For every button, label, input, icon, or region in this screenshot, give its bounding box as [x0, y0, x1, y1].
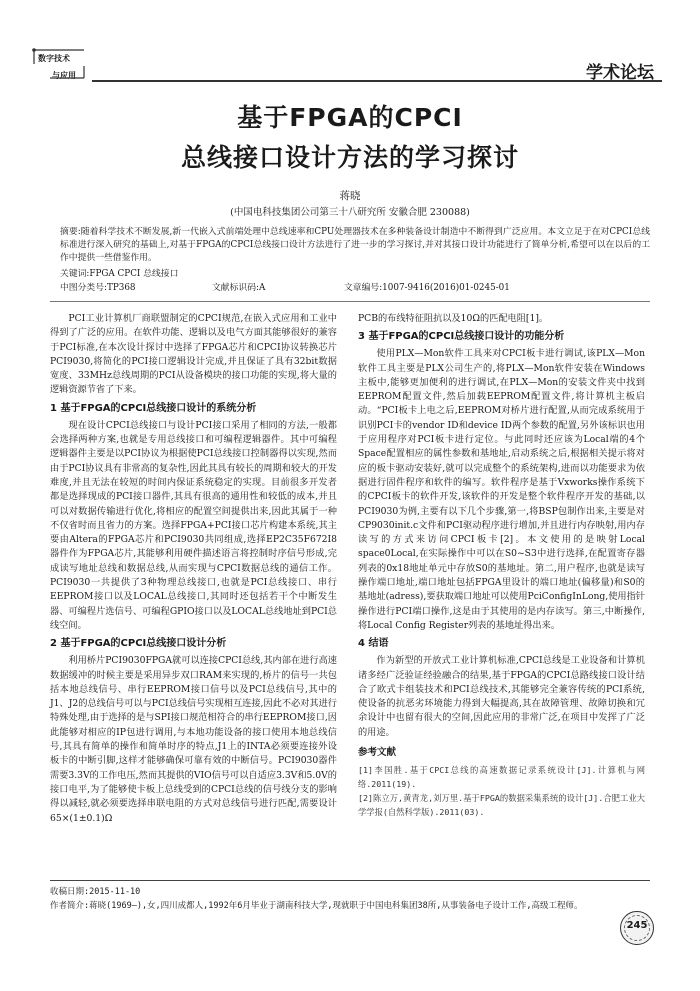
- class-number: 中图分类号:TP368: [60, 283, 136, 293]
- section-label: 学术论坛: [586, 63, 654, 83]
- section-heading-3: 3 基于FPGA的CPCI总线接口设计的功能分析: [358, 331, 565, 343]
- separator-rule: [50, 301, 650, 302]
- left-column: [50, 312, 337, 826]
- journal-name-line1: 数字技术: [38, 53, 70, 63]
- reference-item: [2]陈立万,黄青龙,刘万里.基于FPGA的数据采集系统的设计[J].合肥工业大学学报(自然科学版).2011(03).: [358, 793, 645, 818]
- logo-frame-icon: [30, 46, 88, 82]
- section-3-paragraph: 使用PLX—Mon软件工具来对CPCI板卡进行调试,该PLX—Mon软件工具主要是PLX公司生产的,将PLX—Mon软件安装在Windows主板中,能够更加便利的进行调试,在PLX—Mon的安装文件夹中找到EEPROM配置文件,然后加载EEPROM配置文件,将计算机主板启动。“PCI板卡上电之后,EEPROM对桥片进行配置,从而完成系统用于识别PCI卡的vendor ID和device ID两个参数的配置,另外该标识也用于应用程序对PCI板卡进行定位。与此同时还应该为Local端的4个Space配置相应的属性参数和基地址,启动系统之后,根据相关提示将对应的板卡驱动安装好,就可以完成整个的系统架构,进而以功能要求为依据进行固件程序和软件的编写。软件程序是基于Vxworks操作系统下的CPCI板卡的软件开发,该软件的开发是整个软件程序开发的基础,以PCI9030为例,主要有以下几个步骤,第一,将BSP包制作出来,主要是对CP9030init.c文件和PCI驱动程序进行增加,并且进行内存映射,用内存读写的方式来访问CPCI板卡[2]。本文使用的是映射Local space0Local,在实际操作中可以在S0~S3中进行选择,在配置寄存器列表的0x18地址单元中存放S0的基地址。第二,用户程序,也就是读写操作端口地址,端口地址包括FPGA里设计的端口地址(偏移量)和S0的基地址(adress),要获取端口地址可以使用PciConfigInLong,使用指针操作进行PCI端口操作,这是由于其使用的是内存读写。第三,中断操作,将Local Config Register列表的基地址得出来。: [358, 348, 645, 631]
- section-heading-4: 4 结语: [358, 638, 389, 650]
- page-number: 245: [626, 920, 648, 931]
- footer-rule: [50, 880, 650, 881]
- intro-paragraph: PCI工业计算机厂商联盟制定的CPCI规范,在嵌入式应用和工业中得到了广泛的应用。在软件功能、逻辑以及电气方面其能够很好的兼容于PCI标准,在本次设计探讨中选择了FPGA芯片和CPCI协议转换芯片PCI9030,将简化的PCI接口逻辑设计完成,并且保证了具有32bit数据宽度、33MHz总线周期的PCI从设备模块的接口功能的实现,将大量的逻辑资源节省了下来。: [50, 313, 337, 396]
- paper-title-line2: 总线接口设计方法的学习探讨: [180, 143, 519, 172]
- section-heading-1: 1 基于FPGA的CPCI总线接口设计的系统分析: [50, 402, 257, 414]
- author-bio: 作者简介:蒋晓(1969—),女,四川成都人,1992年6月毕业于湖南科技大学,现就职于中国电科集团38所,从事装备电子设计工作,高级工程师。: [50, 901, 583, 911]
- journal-logo: [30, 46, 88, 82]
- journal-name-line2: 与应用: [52, 70, 76, 80]
- right-column: [358, 312, 645, 819]
- section-1-paragraph: 现在设计CPCI总线接口与设计PCI接口采用了相同的方法,一般都会选择两种方案,也就是专用总线接口和可编程逻辑器件。其中可编程逻辑器件主要是以PCI协议为根据使PCI总线接口控制器得以实现,然而由于PCI协议具有非常高的复杂性,因此其具有较长的周期和较大的开发难度,并且无法在较短的时间内保证系统稳定的实现。目前很多开发者都是选择现成的PCI接口器件,其具有很高的通用性和较低的成本,并且可以对数据传输进行优化,将相应的配置空间提供出来,因此其属于一种不仅省时而且省力的方案。选择FPGA+PCI接口芯片构建本系统,其主要由Altera的FPGA芯片和PCI9030共同组成,选择EP2C35F672I8器件作为FPGA芯片,其能够利用硬件描述语言将控制时序信号形成,完成读写地址总线和数据总线,从而实现与CPCI数据总线的通信工作。PCI9030一共提供了3种物理总线接口,也就是PCI总线接口、串行EEPROM接口以及LOCAL总线接口,其同时还包括若干个中断发生器、可编程片选信号、可编程GPIO接口以及LOCAL总线地址到PCI总线空间。: [50, 419, 337, 631]
- author-name: 蒋晓: [339, 190, 361, 202]
- document-code: 文献标识码:A: [212, 283, 266, 293]
- paper-title-line1: 基于FPGA的CPCI: [237, 103, 463, 132]
- continued-paragraph: PCB的布线特征阻抗以及10Ω的匹配电阻[1]。: [358, 313, 549, 324]
- received-date: 收稿日期:2015-11-10: [50, 887, 141, 897]
- article-number: 文章编号:1007-9416(2016)01-0245-01: [344, 283, 510, 293]
- abstract: 摘要:随着科学技术不断发展,新一代嵌入式前端处理中总线速率和CPU处理器技术在多种装备设计制造中不断得到广泛应用。本文立足于在对CPCI总线标准进行深入研究的基础上,对基于FPGA的CPCI总线接口设计方法进行了进一步的学习探讨,并对其接口设计功能进行了简单分析,希望可以在以后的工作中提供一些借鉴作用。: [60, 227, 650, 263]
- header-rule: [92, 80, 662, 82]
- section-heading-2: 2 基于FPGA的CPCI总线接口设计分析: [50, 638, 227, 650]
- references-heading: 参考文献: [358, 747, 397, 759]
- reference-item: [1]李国胜.基于CPCI总线的高速数据记录系统设计[J].计算机与网络.2011(19).: [358, 765, 645, 790]
- page-number-badge: [620, 911, 654, 945]
- author-affiliation: (中国电科技集团公司第三十八研究所 安徽合肥 230088): [230, 207, 470, 218]
- section-2-paragraph: 利用桥片PCI9030FPGA就可以连接CPCI总线,其内部在进行高速数据缓冲的时候主要是采用异步双口RAM来实现的,桥片的信号一共包括本地总线信号、串行EEPROM接口信号以及PCI总线信号,其中的J1、J2的总线信号可以与PCI总线信号实现相互连接,因此不必对其进行特殊处理,由于选择的是与SPI接口规范相符合的串行EEPROM接口,因此能够对相应的IP包进行调用,与本地功能设备的接口使用本地总线信号,其具有简单的操作和简单时序的特点,J1上的INTA必须要连接外设板卡的中断引脚,这样才能够确保可靠有效的中断信号。PCI9030器件需要3.3V的工作电压,然而其提供的VIO信号可以自适应3.3V和5.0V的接口电平,为了能够使卡板上总线受到的CPCI总线的信号线分支的影响得以减轻,就必须要选择串联电阻的方式对总线信号进行匹配,需要设计65×(1±0.1)Ω: [50, 655, 337, 824]
- keywords: 关键词:FPGA CPCI 总线接口: [60, 269, 179, 279]
- section-4-paragraph: 作为新型的开放式工业计算机标准,CPCI总线是工业设备和计算机诸多经广泛验证经验融合的结果,基于FPGA的CPCI总路线接口设计结合了欧式卡组装技术和PCI总线技术,其能够完全兼容传统的PCI系统,使设备的抗恶劣环境能力得到大幅提高,其在故障管理、故障切换和冗余设计中也留有很大的空间,因此应用的非常广泛,在项目中发挥了广泛的用途。: [358, 655, 645, 738]
